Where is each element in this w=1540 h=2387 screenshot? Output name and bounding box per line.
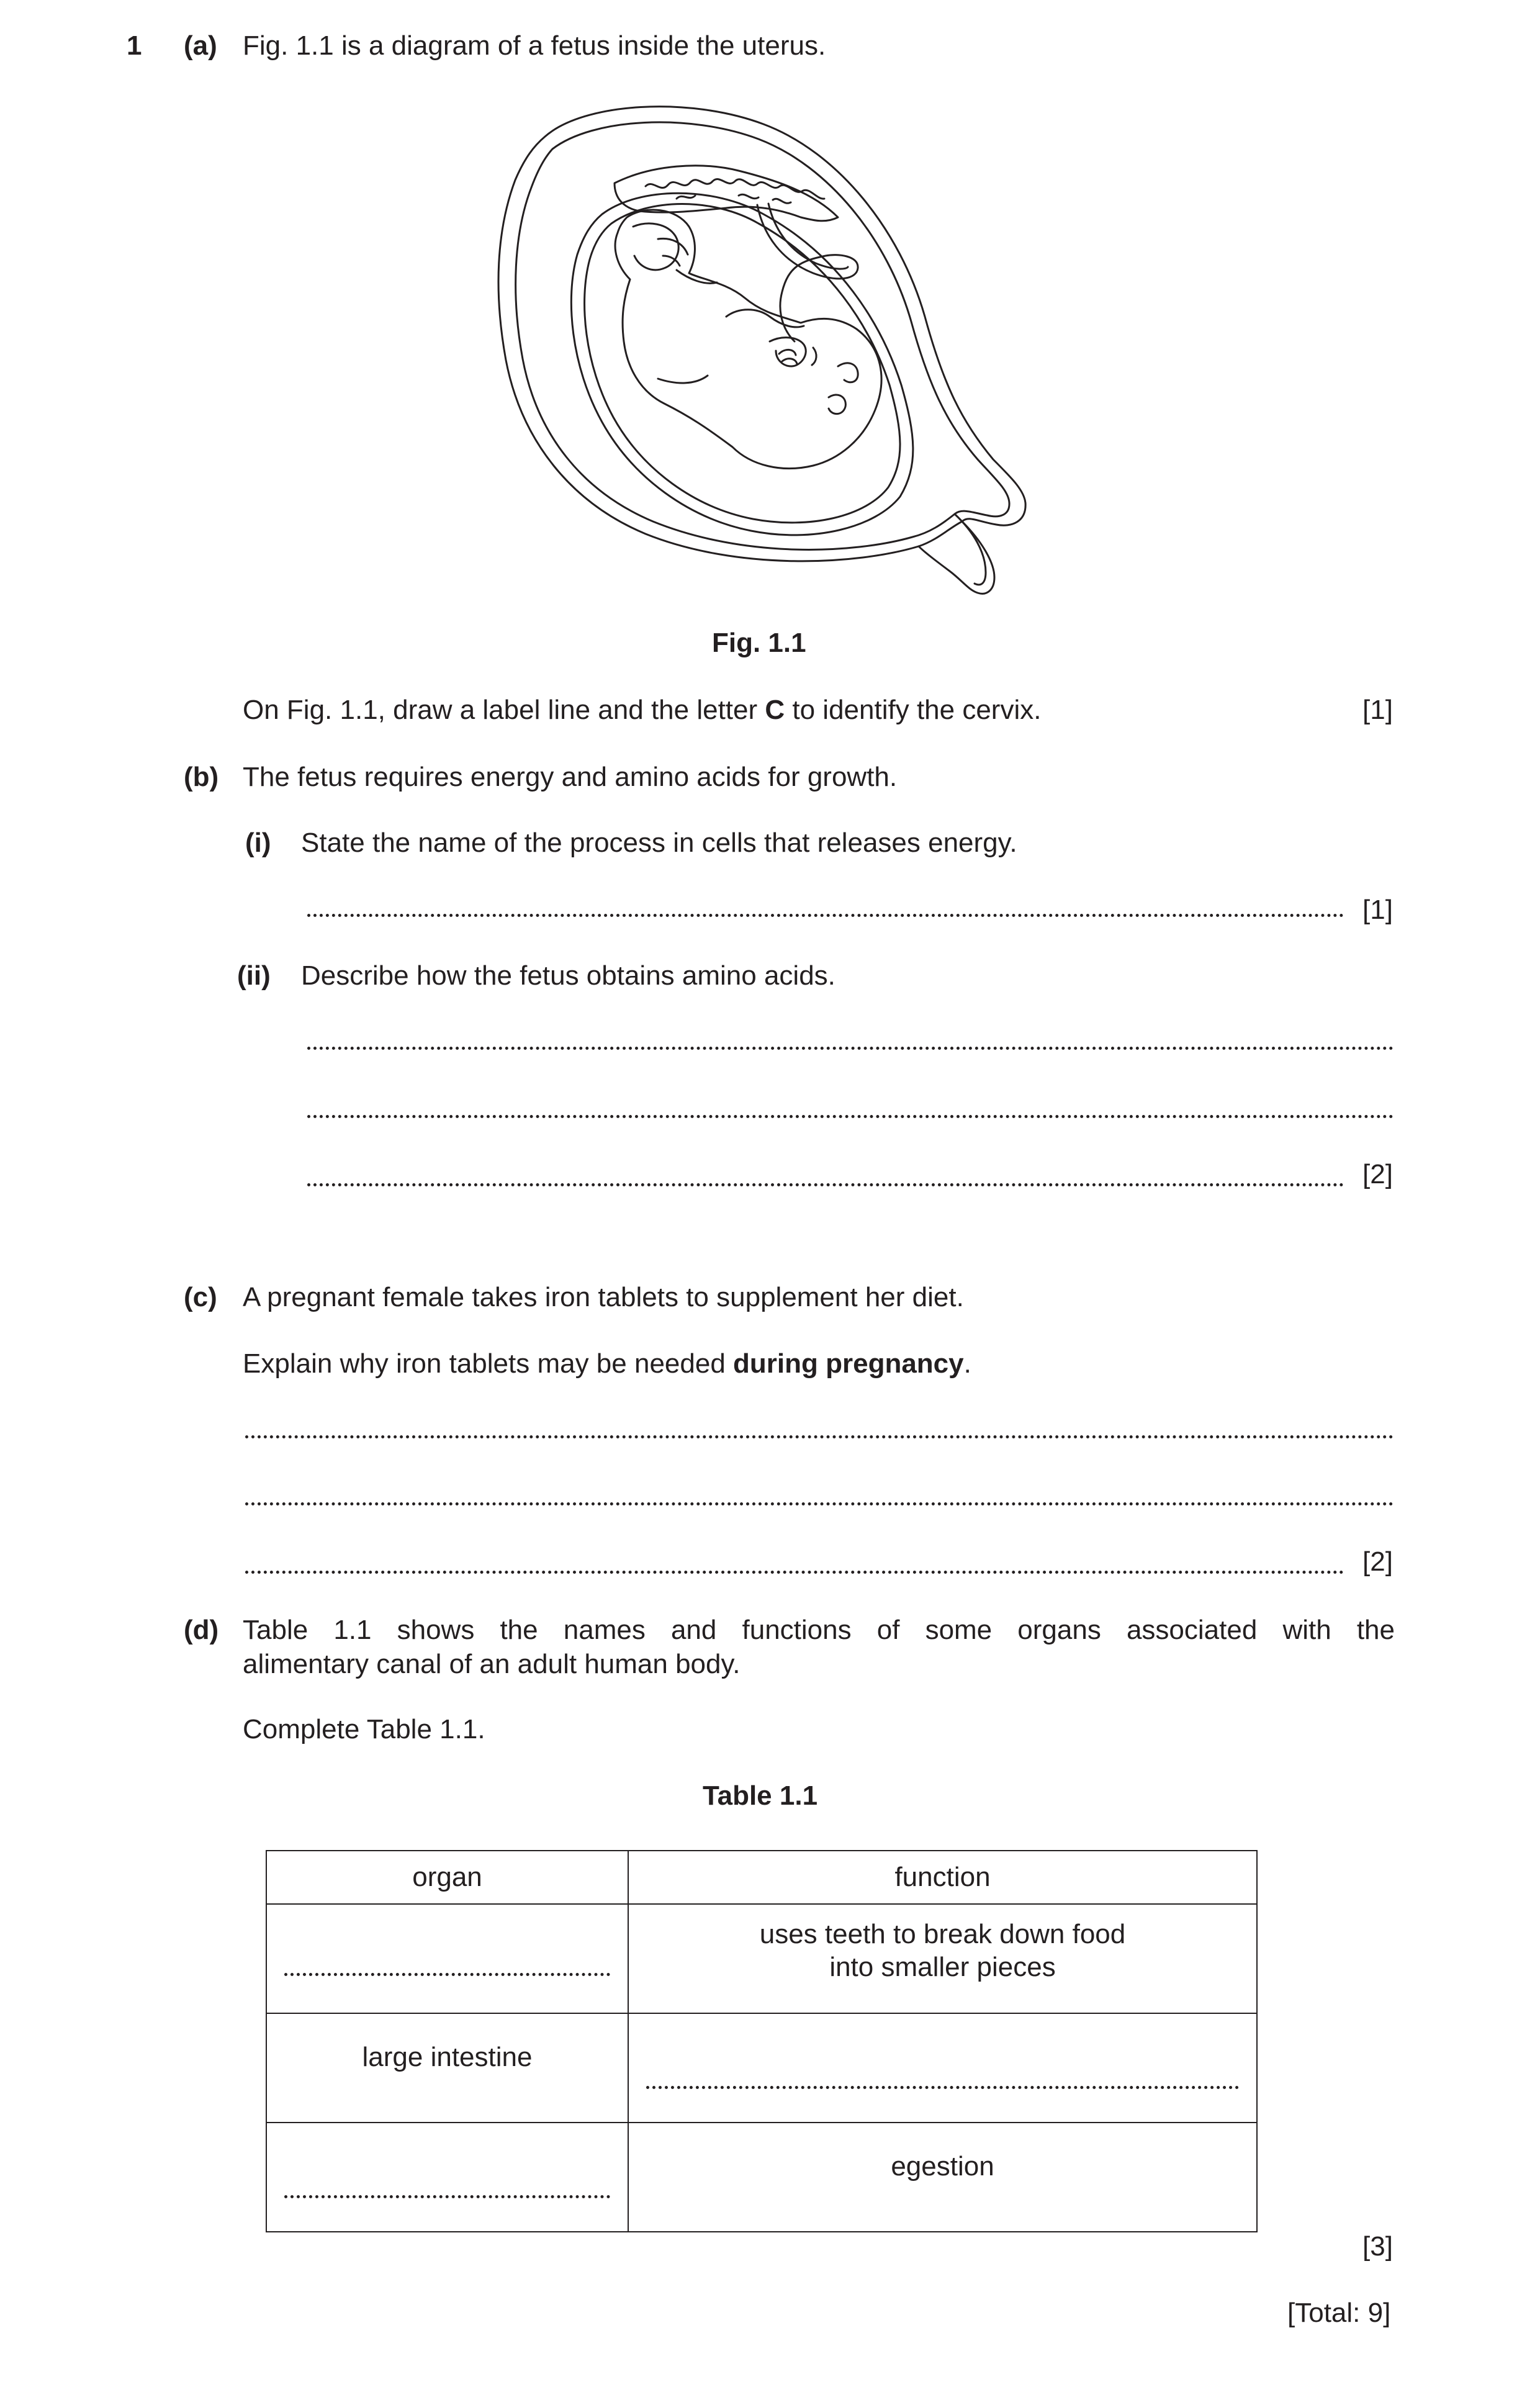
figure-caption: Fig. 1.1	[712, 628, 806, 658]
intro-word: names	[563, 1615, 646, 1645]
table-row	[266, 2123, 1257, 2232]
intro-word: functions	[742, 1615, 852, 1645]
part-a-instruction-text: On Fig. 1.1, draw a label line and the letter	[243, 695, 765, 725]
part-b-intro: The fetus requires energy and amino acids for growth.	[243, 762, 898, 792]
intro-word: with	[1282, 1615, 1331, 1645]
part-b-i-marks: [1]	[1362, 895, 1393, 925]
part-c-label: (c)	[184, 1282, 217, 1312]
intro-word: organs	[1017, 1615, 1101, 1645]
intro-word: Table	[243, 1615, 308, 1645]
function-text-line1: uses teeth to break down food	[759, 1919, 1126, 1949]
part-c-instruction	[243, 1348, 971, 1381]
question-number: 1	[127, 30, 142, 61]
answer-line-organ-3[interactable]	[284, 2195, 610, 2198]
organ-cell-blank[interactable]	[266, 1904, 628, 2013]
table-row	[266, 1904, 1257, 2013]
part-c-marks: [2]	[1362, 1546, 1393, 1577]
amniotic-sac	[571, 193, 913, 535]
part-b-ii-marks: [2]	[1362, 1159, 1393, 1189]
part-d-intro-line1	[243, 1614, 1395, 1647]
table-row	[266, 2013, 1257, 2123]
total-marks: [Total: 9]	[1287, 2298, 1391, 2328]
part-a-marks: [1]	[1362, 695, 1393, 725]
header-organ: organ	[266, 1851, 628, 1904]
part-a-instruction-text-end: to identify the cervix.	[785, 695, 1042, 725]
uterus-outer-wall	[498, 107, 1025, 561]
answer-line-organ-1[interactable]	[284, 1973, 610, 1976]
fetus-uterus-diagram[interactable]	[490, 93, 1049, 602]
part-c-instruction-end: .	[963, 1348, 971, 1379]
function-cell-blank[interactable]	[628, 2013, 1257, 2123]
organ-text: large intestine	[362, 2042, 533, 2072]
table-caption: Table 1.1	[703, 1780, 818, 1811]
answer-line-b-i[interactable]	[307, 914, 1344, 917]
answer-line-function-2[interactable]	[646, 2086, 1239, 2089]
intro-word: the	[500, 1615, 538, 1645]
part-d-marks: [3]	[1362, 2231, 1393, 2262]
part-c-instruction-text: Explain why iron tablets may be needed	[243, 1348, 734, 1379]
part-b-i-label: (i)	[245, 828, 271, 858]
function-text-line1: egestion	[891, 2151, 994, 2182]
organ-cell	[266, 2013, 628, 2123]
table-header-row	[266, 1851, 1257, 1904]
answer-line-c-1[interactable]	[245, 1435, 1394, 1438]
fetus	[615, 210, 881, 469]
intro-word: of	[876, 1615, 900, 1645]
part-d-label: (d)	[184, 1615, 219, 1645]
answer-line-b-ii-3[interactable]	[307, 1183, 1344, 1186]
answer-line-b-ii-2[interactable]	[307, 1115, 1394, 1118]
intro-word: and	[670, 1615, 717, 1645]
function-cell	[628, 2123, 1257, 2232]
intro-word: the	[1356, 1615, 1395, 1645]
intro-word: some	[925, 1615, 993, 1645]
intro-word: shows	[397, 1615, 475, 1645]
part-c-emphasis: during pregnancy	[733, 1348, 964, 1379]
part-a-intro: Fig. 1.1 is a diagram of a fetus inside the uterus.	[243, 30, 826, 61]
uterus-inner-wall	[516, 122, 1009, 550]
part-c-intro: A pregnant female takes iron tablets to supplement her diet.	[243, 1282, 964, 1312]
intro-word: 1.1	[333, 1615, 372, 1645]
function-cell	[628, 1904, 1257, 2013]
part-b-ii-label: (ii)	[237, 960, 271, 991]
function-text-line2: into smaller pieces	[829, 1951, 1056, 1982]
answer-line-c-3[interactable]	[245, 1571, 1344, 1574]
part-d-instruction: Complete Table 1.1.	[243, 1714, 485, 1744]
part-a-instruction	[243, 694, 1041, 727]
part-b-ii-text: Describe how the fetus obtains amino acids.	[301, 960, 835, 991]
cervix-letter: C	[765, 695, 785, 725]
organs-table	[266, 1850, 1258, 2232]
part-b-label: (b)	[184, 762, 219, 792]
answer-line-b-ii-1[interactable]	[307, 1047, 1394, 1050]
part-d-intro-line2: alimentary canal of an adult human body.	[243, 1649, 741, 1679]
answer-line-c-2[interactable]	[245, 1502, 1394, 1505]
part-a-label: (a)	[184, 30, 217, 61]
intro-word: associated	[1126, 1615, 1258, 1645]
organ-cell-blank[interactable]	[266, 2123, 628, 2232]
part-b-i-text: State the name of the process in cells that releases energy.	[301, 828, 1017, 858]
placenta	[615, 166, 838, 221]
header-function: function	[628, 1851, 1257, 1904]
